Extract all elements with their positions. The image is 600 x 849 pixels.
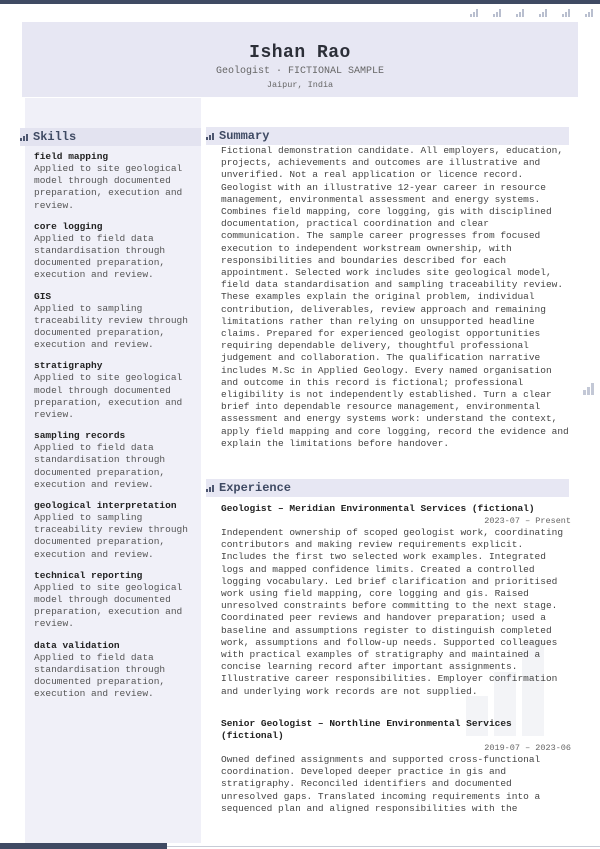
- skill-name: data validation: [34, 639, 120, 651]
- skill-item: [34, 499, 199, 561]
- skill-description: Applied to field data standardisation through documented preparation, execution and review.: [34, 442, 166, 490]
- job-description: Independent ownership of scoped geologist work, coordinating contributors and making review requirements explicit. Includes the first two selected work examples. Integrated logs and mapped confidence limits. Created a controlled logging vocabulary. Led brief clarification and prioritised work using field mapping, core logging and gis. Raised unresolved constraints before committing to the next stage. Coordinated peer reviews and handover preparation; used a baseline and assumptions register to distinguish completed work, assumptions and follow-up needs. Supported colleagues with practical examples of stratigraphy and maintained a concise learning record after important assignments. Illustrative career responsibilities. Employer confirmation and underlying work records are not supplied.: [221, 527, 564, 697]
- bar-chart-icon: [539, 9, 547, 17]
- bar-chart-icon: [206, 485, 215, 492]
- summary-title: Summary: [219, 129, 270, 143]
- skill-description: Applied to site geological model through documented preparation, execution and review.: [34, 163, 183, 211]
- bar-chart-icon: [206, 133, 215, 140]
- skills-title: Skills: [33, 130, 77, 144]
- experience-title: Experience: [219, 481, 292, 495]
- experience-entry: [221, 503, 571, 698]
- skill-name: sampling records: [34, 430, 126, 442]
- skill-name: GIS: [34, 290, 52, 302]
- skill-item: [34, 429, 199, 491]
- skill-description: Applied to field data standardisation through documented preparation, execution and review.: [34, 651, 166, 700]
- bar-chart-icon: [470, 9, 478, 17]
- bar-chart-icon: [516, 9, 524, 17]
- skill-description: Applied to sampling traceability review through documented preparation, execution and review.: [34, 302, 188, 351]
- skill-name: geological interpretation: [34, 500, 177, 512]
- summary-text: Fictional demonstration candidate. All employers, education, projects, achievements and outcomes are illustrative and unverified. Not a real application or licence record. Geologist with an illustrative 12-year career in resource management, environmental assessment and energy systems. Combines field mapping, core logging, gis with disciplined documentation, practical coordination and clear communication. The sample career progresses from focused execution to independent workstream ownership, with responsibilities and boundaries described for each appointment. Selected work includes site geological model, field data standardisation and sampling traceability review. These examples explain the original problem, individual contribution, deliverables, review approach and remaining limitations rather than relying on unsupported headline claims. Prepared for experienced geologist opportunities requiring dependable delivery, thoughtful professional judgement and collaboration. The qualification narrative includes M.Sc in Applied Geology. Every named organisation and outcome in this record is fictional; professional eligibility is not independently established. Turn a clear brief into dependable resource management, environmental assessment and energy systems work: understand the context, apply field mapping and core logging, record the evidence and explain the limitations before handover.: [221, 145, 569, 449]
- experience-heading: [206, 479, 569, 497]
- skill-description: Applied to sampling traceability review through documented preparation, execution and review.: [34, 512, 188, 560]
- skill-description: Applied to field data standardisation through documented preparation, execution and review.: [34, 232, 166, 281]
- skills-list: [34, 150, 199, 709]
- skill-description: Applied to site geological model through documented preparation, execution and review.: [34, 372, 183, 421]
- job-description: Owned defined assignments and supported cross-functional coordination. Developed deeper practice in gis and stratigraphy. Reconciled identifiers and documented unresolved gaps. Translated incoming requirements into a sequenced plan and aligned responsibilities with the: [221, 754, 541, 814]
- skill-item: [34, 220, 199, 282]
- bar-chart-icon: [585, 9, 593, 17]
- skill-description: Applied to site geological model through documented preparation, execution and review.: [34, 581, 183, 630]
- bottom-divider: [167, 846, 600, 847]
- skill-name: technical reporting: [34, 569, 143, 581]
- resume-header: [22, 22, 578, 97]
- bar-chart-icon: [20, 134, 29, 141]
- skill-item: [34, 359, 199, 421]
- top-rule: [0, 0, 600, 4]
- candidate-location: Jaipur, India: [266, 80, 334, 90]
- bar-chart-icon: [493, 9, 501, 17]
- job-dates: 2023-07 – Present: [484, 516, 571, 526]
- job-title: Geologist – Meridian Environmental Services (fictional): [221, 503, 535, 514]
- bar-chart-icon: [562, 9, 570, 17]
- bottom-rule: [0, 843, 167, 849]
- candidate-subtitle: Geologist · FICTIONAL SAMPLE: [215, 66, 385, 77]
- skills-heading: [20, 128, 201, 146]
- skill-name: stratigraphy: [34, 360, 103, 372]
- job-title: Senior Geologist – Northline Environmental Services (fictional): [221, 718, 512, 741]
- summary-heading: [206, 127, 569, 145]
- job-dates: 2019-07 – 2023-06: [484, 743, 571, 753]
- skill-name: field mapping: [34, 151, 109, 162]
- header-decoration: [470, 9, 600, 17]
- skill-item: [34, 639, 199, 701]
- skill-item: [34, 290, 199, 352]
- skill-item: [34, 569, 199, 631]
- experience-entry: [221, 718, 571, 815]
- skill-item: [34, 150, 199, 212]
- candidate-name: Ishan Rao: [249, 43, 351, 63]
- skill-name: core logging: [34, 220, 103, 232]
- bar-chart-icon: [583, 383, 594, 395]
